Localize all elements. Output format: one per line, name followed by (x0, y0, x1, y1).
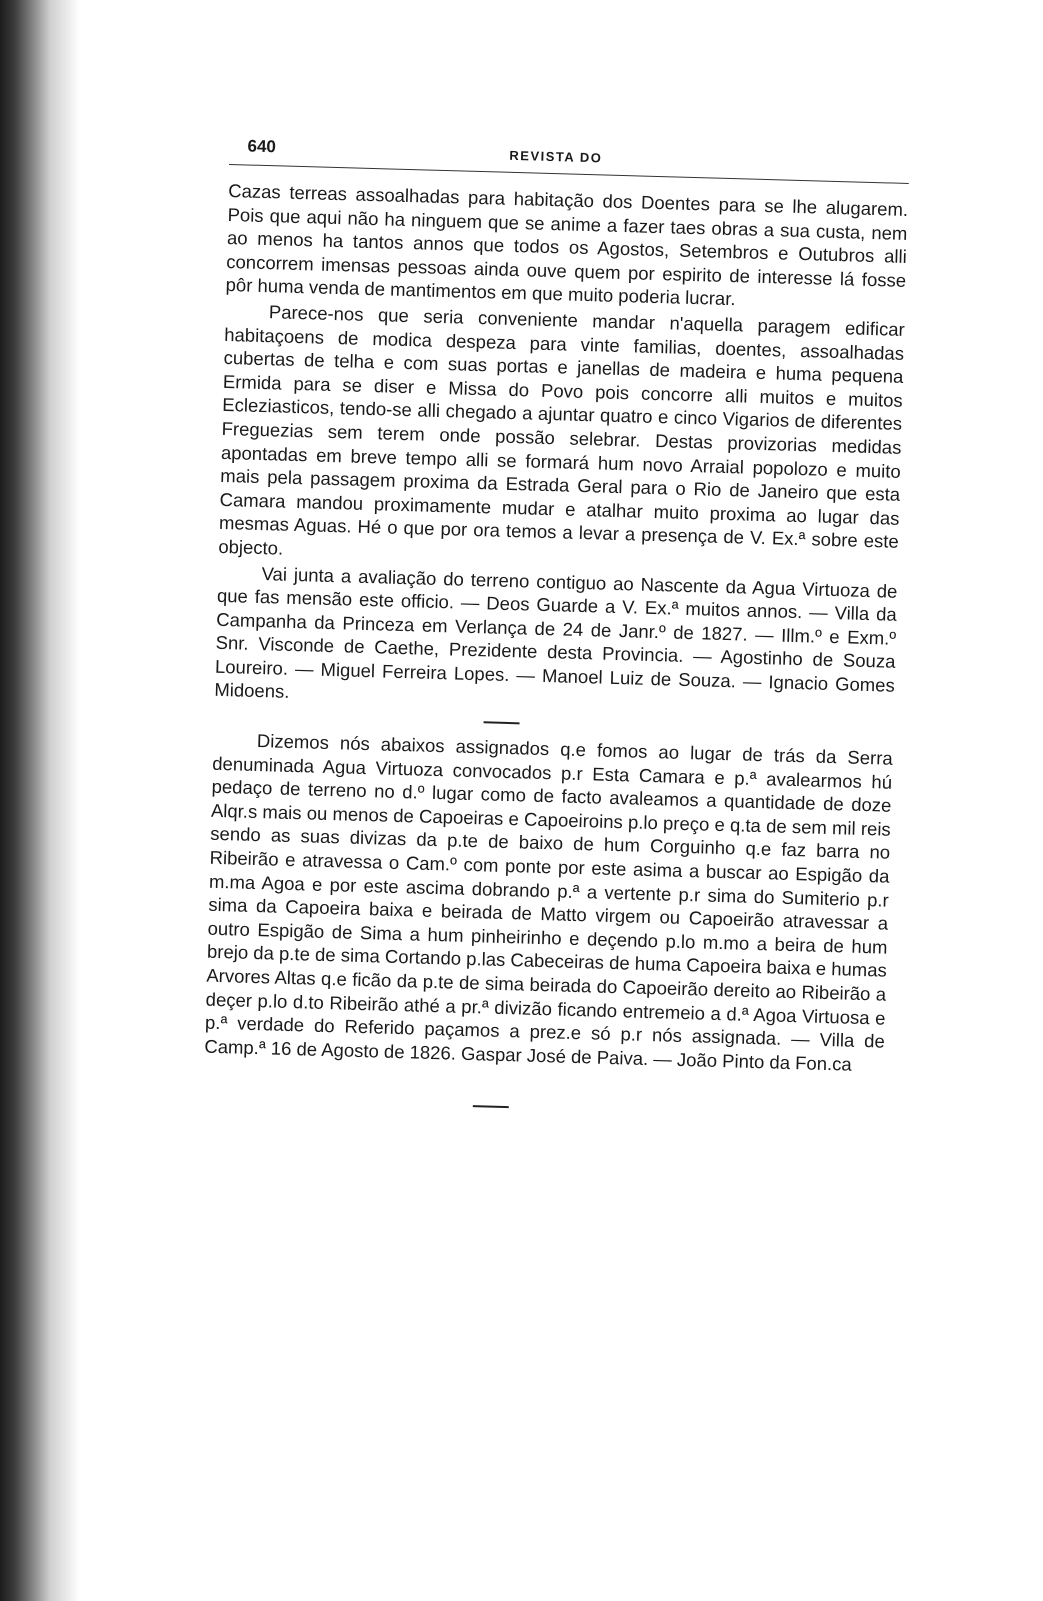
book-page (203, 130, 910, 1131)
paragraph-4: Dizemos nós abaixos assignados q.e fomos ao lugar de trás da Serra denuminada Agua Virtuoza convocados p.r Esta Camara e p.ª avalearmos hú pedaço de terreno no d.º lugar como de facto avaleamos a quantidade de doze Alqr.s mais ou menos de Capoeiras e Capoeiroins p.lo preço e q.ta de sem mil reis sendo as suas divizas da p.te de baixo de hum Corguinho q.e faz barra no Ribeirão e atravessa o Cam.º com ponte por este asima a buscar ao Espigão da m.ma Agoa e por este ascima dobrando p.ª a vertente p.r sima do Sumiterio p.r sima da Capoeira baixa e beirada de Matto virgem ou Capoeirão atravessar a outro Espigão de Sima a hum pinheirinho e deçendo p.lo m.mo a beira de hum brejo da p.te de sima Cortando p.las Cabeceiras de huma Capoeira baixa e humas Arvores Altas q.e ficão da p.te de sima beirada do Capoeirão dereito ao Ribeirão a deçer p.lo d.to Ribeirão athé a pr.ª divizão ficando entremeio a d.ª Agoa Virtuosa e p.ª verdade do Referido paçamos a prez.e só p.r nós assignada. — Villa de Camp.ª 16 de Agosto de 1826. Gaspar José de Paiva. — João Pinto da Fon.ca (204, 730, 894, 1075)
section-divider-end (473, 1106, 509, 1109)
section-divider (484, 721, 520, 724)
page-number: 640 (247, 136, 277, 157)
running-head: REVISTA DO (509, 147, 603, 166)
page-header (229, 130, 910, 184)
paragraph-2: Parece-nos que seria conveniente mandar n'aquella paragem edificar habitaçoens de modica despeza para vinte familias, doentes, assoalhadas cubertas de telha e com suas portas e janellas de madeira e huma pequena Ermida para se diser e Missa do Povo pois concorre alli muitos e muitos Ecleziasticos, tendo-se alli chegado a ajuntar quatro e cinco Vigarios de diferentes Freguezias sem terem onde possão selebrar. Destas provizorias medidas apontadas em breve tempo alli se formará hum novo Arraial popolozo e muito mais pela passagem proxima da Estrada Geral para o Rio de Janeiro que esta Camara mandou proximamente mudar e atalhar muito proxima ao lugar das mesmas Aguas. Hé o que por ora temos a levar a presença de V. Ex.ª sobre este objecto. (218, 301, 905, 559)
paragraph-3: Vai junta a avaliação do terreno contiguo ao Nascente da Agua Virtuoza de que fas mensão este officio. — Deos Guarde a V. Ex.ª muitos annos. — Villa da Campanha da Princeza em Verlança de 24 de Janr.º de 1827. — Illm.º e Exm.º Snr. Visconde de Caethe, Prezidente desta Provincia. — Agostinho de Souza Loureiro. — Miguel Ferreira Lopes. — Manoel Luiz de Souza. — Ignacio Gomes Midoens. (214, 562, 898, 703)
paragraph-1: Cazas terreas assoalhadas para habitação dos Doentes para se lhe alugarem. Pois que aqui não ha ninguem que se anime a fazer taes obras a sua custa, nem ao menos ha tantos annos que todos os Agostos, Setembros e Outubros alli concorrem imensas pessoas ainda ouve quem por espirito de interesse lá fosse pôr huma venda de mantimentos em que muito poderia lucrar. (225, 179, 909, 310)
binding-shadow (0, 0, 80, 1601)
